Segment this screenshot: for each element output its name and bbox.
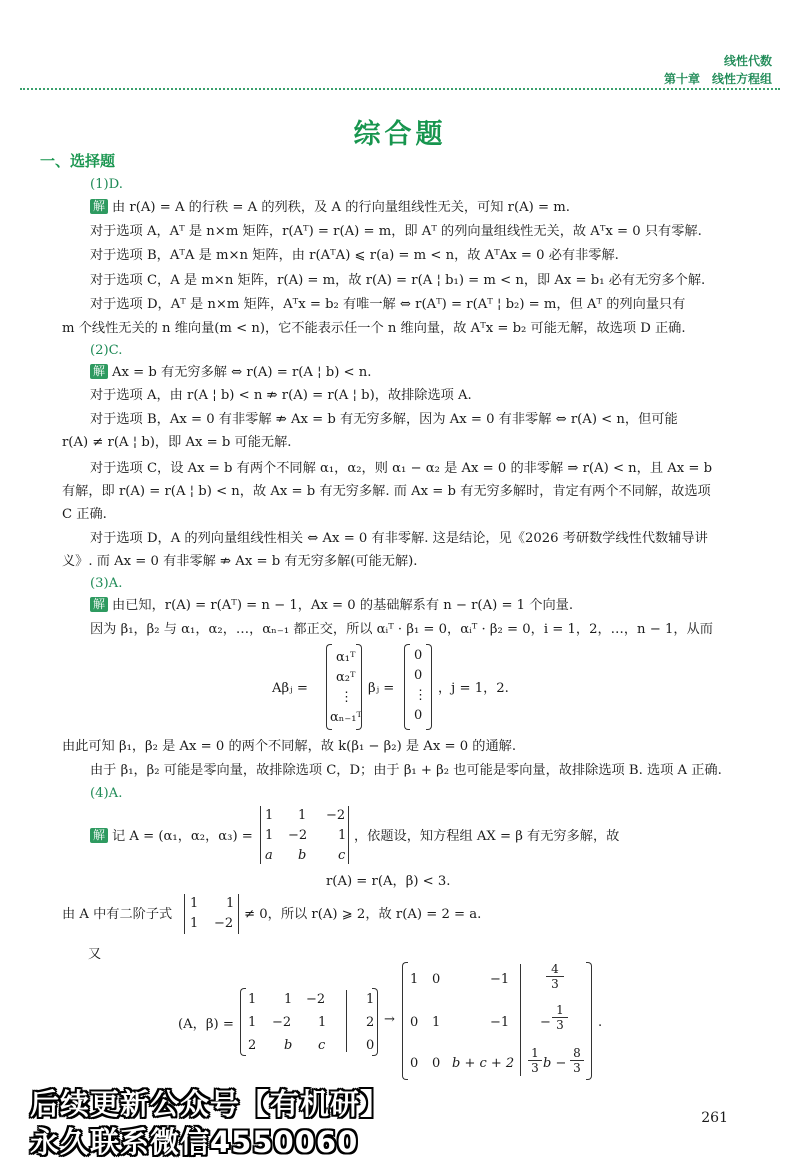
solution-line: 解 由已知，r(A) = r(Aᵀ) = n − 1，Ax = 0 的基础解系有 n − r(A) = 1 个向量.: [90, 597, 573, 615]
matrix-entry: 1: [366, 992, 375, 1007]
vector-entry: 0: [414, 648, 423, 663]
text-line: r(A) ≠ r(A ¦ b)，即 Ax = b 可能无解.: [62, 435, 292, 450]
text-line: 对于选项 D，Aᵀ 是 n×m 矩阵，Aᵀx = b₂ 有唯一解 ⇔ r(Aᵀ) = r(Aᵀ ¦ b₂) = m，但 Aᵀ 的列向量只有: [90, 297, 686, 312]
equation-mid: βⱼ =: [368, 681, 395, 696]
text-line: 对于选项 C，A 是 m×n 矩阵，r(A) = m，故 r(A) = r(A ¦ b₁) = m < n，即 Ax = b₁ 必有无穷多个解.: [90, 273, 706, 288]
text-line: 义》. 而 Ax = 0 有非零解 ⇏ Ax = b 有无穷多解(可能无解).: [62, 554, 418, 569]
matrix-entry: −2: [306, 992, 326, 1007]
matrix-entry: c: [318, 1038, 326, 1053]
aug-bracket-left: [240, 988, 246, 1056]
text-line: 因为 β₁，β₂ 与 α₁，α₂，…，αₙ₋₁ 都正交，所以 αᵢᵀ · β₁ = 0，αᵢᵀ · β₂ = 0，i = 1，2，…，n − 1，从而: [90, 622, 713, 637]
minus-sign: −: [540, 1015, 551, 1030]
matrix-entry: −2: [288, 828, 308, 843]
vector-entry: 0: [414, 668, 423, 683]
matrix-entry: 0: [366, 1038, 375, 1053]
minor-entry: −2: [214, 916, 234, 931]
vector-bracket-right: [426, 644, 432, 730]
det-bar-left: [260, 806, 261, 864]
matrix-entry: 1: [298, 808, 307, 823]
equation-tail: ，j = 1，2.: [438, 681, 509, 696]
answer-2: (2)C.: [90, 343, 123, 358]
rref-bracket-left: [402, 962, 408, 1080]
solution-badge: 解: [90, 597, 108, 612]
rref-bracket-right: [586, 962, 592, 1080]
text-line: ，依题设，知方程组 AX = β 有无穷多解，故: [354, 829, 620, 844]
equation-lhs: Aβⱼ =: [272, 681, 308, 696]
period: .: [598, 1015, 603, 1030]
chapter-title: 第十章 线性方程组: [663, 72, 772, 86]
matrix-entry: a: [265, 848, 273, 863]
vector-entry: 0: [414, 708, 423, 723]
matrix-entry: 0: [432, 972, 441, 987]
text-line: 对于选项 C，设 Ax = b 有两个不同解 α₁，α₂，则 α₁ − α₂ 是 Ax = 0 的非零解 ⇒ r(A) < n，且 Ax = b: [90, 461, 713, 476]
vector-entry: ⋮: [414, 688, 427, 703]
fraction: $\frac{4}{3}$: [546, 962, 564, 991]
text-line: 由此可知 β₁，β₂ 是 Ax = 0 的两个不同解，故 k(β₁ − β₂) 是 Ax = 0 的通解.: [62, 739, 517, 754]
matrix-entry: 2: [248, 1038, 257, 1053]
solution-badge: 解: [90, 364, 108, 379]
matrix-entry: b: [298, 848, 307, 863]
watermark-line-2: 永久联系微信4550060: [30, 1125, 359, 1159]
aug-bracket-right: [372, 988, 378, 1056]
matrix-entry: 1: [432, 1015, 441, 1030]
vector-bracket-left: [404, 644, 410, 730]
aug-lhs: (A，β) =: [178, 1017, 234, 1032]
text-line: m 个线性无关的 n 维向量(m < n)，它不能表示任一个 n 维向量，故 Aᵀx = b₂ 可能无解，故选项 D 正确.: [62, 321, 686, 336]
matrix-entry: 1: [318, 1015, 327, 1030]
minor-entry: 1: [226, 896, 235, 911]
answer-4: (4)A.: [90, 786, 123, 801]
matrix-entry: 2: [366, 1015, 375, 1030]
matrix-entry: 1: [410, 972, 419, 987]
section-title: 一、选择题: [40, 152, 116, 170]
text-line: r(A) = r(A，β) < 3.: [326, 874, 451, 889]
matrix-entry: ⋮: [340, 690, 353, 705]
matrix-entry: −1: [490, 1015, 510, 1030]
augment-divider: [520, 964, 521, 1076]
matrix-entry: c: [338, 848, 346, 863]
matrix-entry: b: [284, 1038, 293, 1053]
solution-line: 解 记 A = (α₁，α₂，α₃) =: [90, 828, 253, 846]
matrix-entry: b −: [543, 1056, 567, 1071]
fraction: $\frac{1}{3}$: [528, 1046, 542, 1075]
matrix-entry: αₙ₋₁ᵀ: [330, 710, 362, 725]
matrix-entry: 0: [432, 1056, 441, 1071]
matrix-entry: 1: [248, 1015, 257, 1030]
matrix-entry: α₂ᵀ: [336, 670, 356, 685]
minor-entry: 1: [190, 896, 199, 911]
minor-bar-right: [238, 894, 239, 934]
matrix-entry: 1: [265, 828, 274, 843]
matrix-entry: b + c + 2: [452, 1056, 515, 1071]
text-line: C 正确.: [62, 507, 107, 522]
matrix-entry: α₁ᵀ: [336, 650, 356, 665]
page-title: 综合题: [353, 119, 447, 150]
arrow-icon: →: [384, 1012, 395, 1027]
solution-line: 解 由 r(A) = A 的行秩 = A 的列秩，及 A 的行向量组线性无关，可知 r(A) = m.: [90, 199, 570, 217]
book-title: 线性代数: [723, 54, 772, 68]
augment-divider: [346, 990, 347, 1052]
text-line: 对于选项 D，A 的列向量组线性相关 ⇔ Ax = 0 有非零解. 这是结论，见《2026 考研数学线性代数辅导讲: [90, 531, 708, 546]
matrix-entry: −1: [490, 972, 510, 987]
matrix-entry: 1: [338, 828, 347, 843]
text-line: 由于 β₁，β₂ 可能是零向量，故排除选项 C，D；由于 β₁ + β₂ 也可能是零向量，故排除选项 B. 选项 A 正确.: [90, 763, 722, 778]
matrix-entry: −2: [272, 1015, 292, 1030]
answer-1: (1)D.: [90, 177, 123, 192]
matrix-entry: 1: [248, 992, 257, 1007]
matrix-entry: 0: [410, 1056, 419, 1071]
header-divider: [20, 88, 780, 90]
answer-3: (3)A.: [90, 576, 123, 591]
text-line: 有解，即 r(A) = r(A ¦ b) < n，故 Ax = b 有无穷多解. 而 Ax = b 有无穷多解时，肯定有两个不同解，故选项: [62, 484, 711, 499]
fraction: $\frac{8}{3}$: [570, 1046, 584, 1075]
minor-entry: 1: [190, 916, 199, 931]
fraction: $\frac{1}{3}$: [552, 1003, 568, 1032]
text-line: 对于选项 B，Ax = 0 有非零解 ⇏ Ax = b 有无穷多解，因为 Ax = 0 有非零解 ⇔ r(A) < n，但可能: [90, 412, 678, 427]
watermark-line-1: 后续更新公众号【有机研】: [30, 1087, 391, 1121]
text-line: ≠ 0，所以 r(A) ⩾ 2，故 r(A) = 2 = a.: [244, 907, 482, 922]
matrix-bracket-right: [356, 644, 362, 730]
matrix-entry: −2: [326, 808, 346, 823]
matrix-entry: 0: [410, 1015, 419, 1030]
matrix-entry: 1: [284, 992, 293, 1007]
matrix-entry: 1: [265, 808, 274, 823]
text-line: 对于选项 A，Aᵀ 是 n×m 矩阵，r(Aᵀ) = r(A) = m，即 Aᵀ 的列向量组线性无关，故 Aᵀx = 0 只有零解.: [90, 224, 702, 239]
solution-badge: 解: [90, 828, 108, 843]
det-bar-right: [348, 806, 349, 864]
text-line: 对于选项 B，AᵀA 是 m×n 矩阵，由 r(AᵀA) ⩽ r(a) = m < n，故 AᵀAx = 0 必有非零解.: [90, 248, 619, 263]
solution-badge: 解: [90, 199, 108, 214]
text-line: 对于选项 A，由 r(A ¦ b) < n ⇏ r(A) = r(A ¦ b)，故排除选项 A.: [90, 388, 472, 403]
text-line: 由 A 中有二阶子式: [62, 907, 173, 922]
minor-bar-left: [184, 894, 185, 934]
solution-line: 解 Ax = b 有无穷多解 ⇔ r(A) = r(A ¦ b) < n.: [90, 364, 371, 382]
page-number: 261: [701, 1110, 728, 1126]
text-line: 又: [88, 947, 102, 962]
